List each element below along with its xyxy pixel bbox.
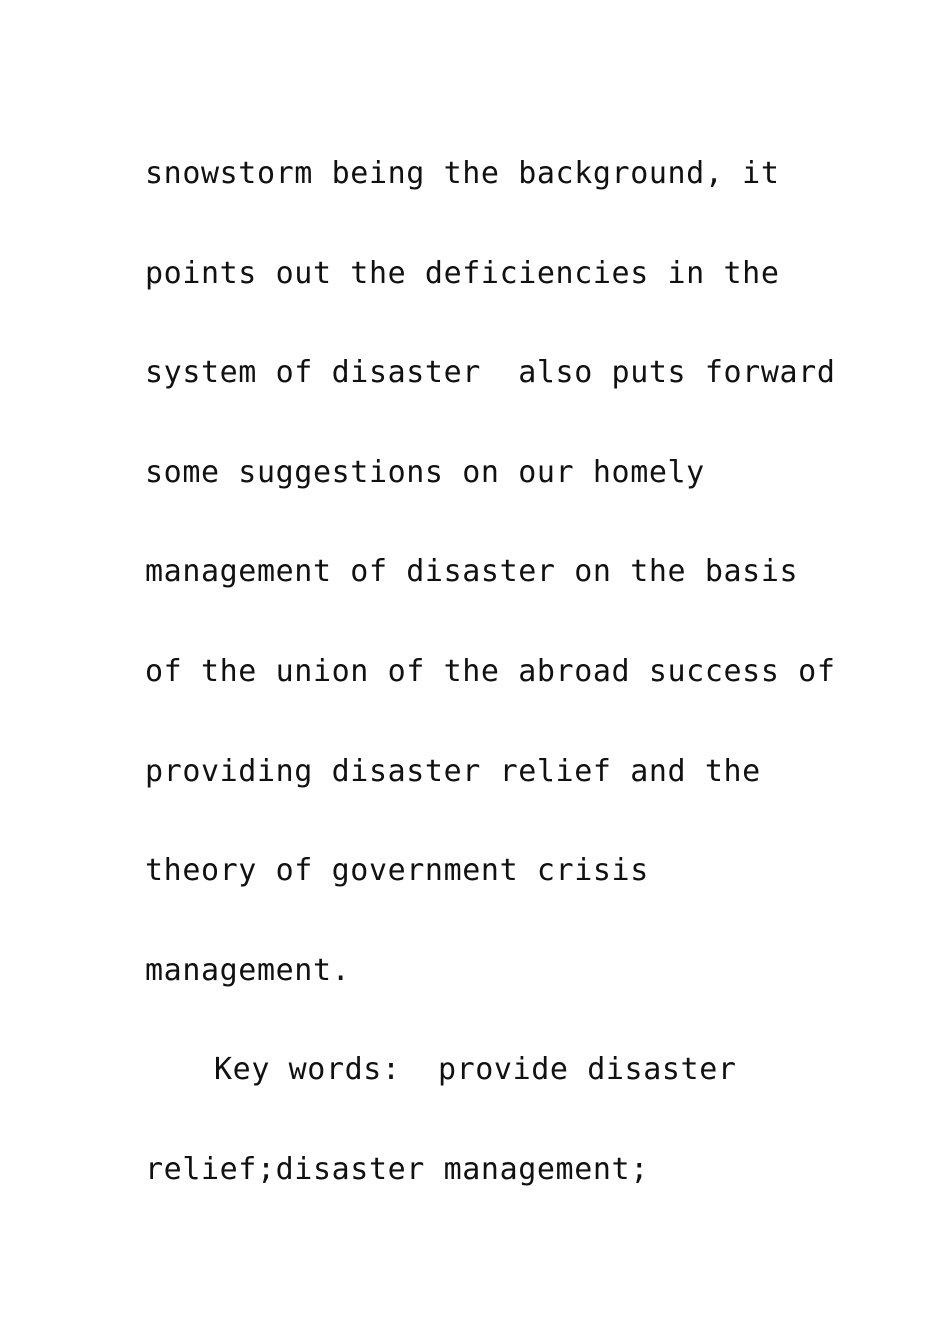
abstract-line: snowstorm being the background, it [145,156,780,191]
abstract-line: providing disaster relief and the [145,753,761,789]
keywords-line: relief;disaster management; [145,1151,649,1187]
abstract-body [145,124,845,1220]
abstract-line: theory of government crisis [145,853,649,889]
abstract-line: management. [145,952,351,988]
abstract-line: system of disaster also puts forward [145,355,836,391]
abstract-line: some suggestions on our homely [145,454,705,490]
abstract-line: points out the deficiencies in the [145,255,780,291]
abstract-line: management of disaster on the basis [145,554,799,590]
keywords-line: Key words: provide disaster [214,1052,737,1088]
abstract-line: of the union of the abroad success of [145,653,836,689]
